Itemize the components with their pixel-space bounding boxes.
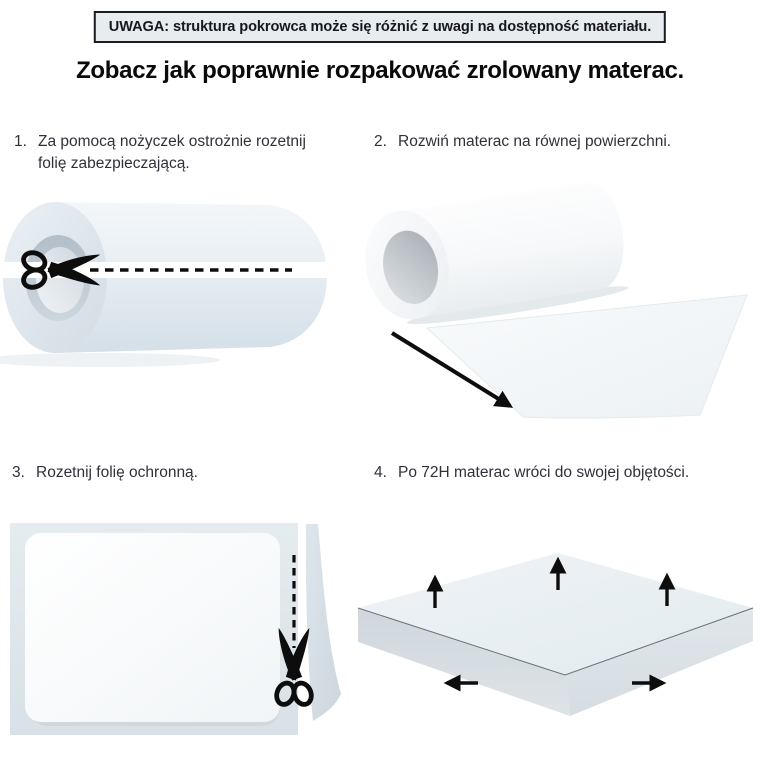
step-1-illustration-rolled-mattress [0,190,345,420]
step-3-text: Rozetnij folię ochronną. [36,464,198,481]
page-title: Zobacz jak poprawnie rozpakować zrolowany materac. [76,57,684,84]
step-3-illustration-cut-protective-foil [8,518,348,750]
roll-shadow [0,353,220,367]
step-3-number: 3. [12,464,25,481]
notice-banner: UWAGA: struktura pokrowca może się różnić z uwagi na dostępność materiału. [94,11,666,43]
step-1-number: 1. [14,133,27,150]
mattress [25,533,280,722]
step-2-text: Rozwiń materac na równej powierzchni. [398,133,672,150]
step-2-illustration-unrolling-mattress [360,166,760,428]
step-4-text: Po 72H materac wróci do swojej objętości. [398,464,690,481]
step-3-caption [12,462,342,484]
step-1-text: Za pomocą nożyczek ostrożnie rozetnij folię zabezpieczającą. [38,133,306,172]
step-2-caption [374,131,754,153]
rolled-mattress-graphic [0,202,337,367]
unrolling-mattress-graphic [360,178,747,418]
step-1-caption [14,131,330,175]
step-4-illustration-expanding-mattress [355,520,760,760]
expanding-mattress-graphic [358,553,753,716]
foil-cut-graphic [10,523,341,735]
step-2-number: 2. [374,133,387,150]
step-4-caption [374,462,760,484]
step-4-number: 4. [374,464,387,481]
